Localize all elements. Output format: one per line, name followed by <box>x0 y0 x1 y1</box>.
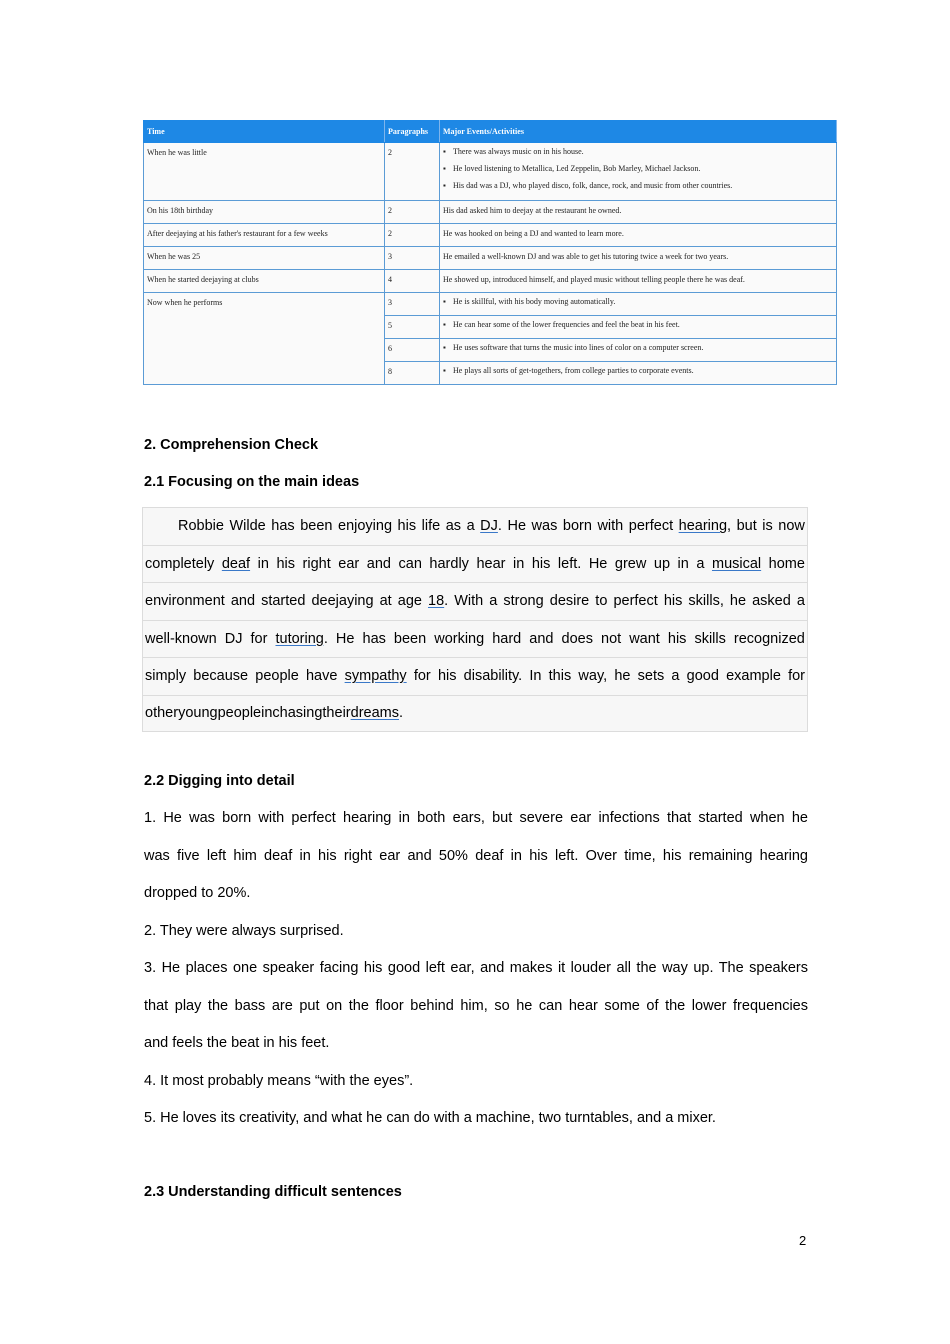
summary-word <box>311 593 373 609</box>
summary-word <box>438 668 457 684</box>
word-text: a <box>696 555 705 572</box>
underlined-answer: hearing <box>678 518 728 535</box>
cell-event: He emailed a well-known DJ and was able to get his tutoring twice a week for two years. <box>440 247 837 270</box>
answer-1-line-2: was five left him deaf in his right ear and 50% deaf in his left. Over time, his remaining hearing <box>144 847 808 864</box>
summary-word <box>629 631 660 647</box>
word-text: has <box>271 518 295 535</box>
cell-events <box>440 293 837 316</box>
answer-word <box>712 556 761 572</box>
summary-word <box>398 593 422 609</box>
answer-4: 4. It most probably means “with the eyes”. <box>144 1072 414 1089</box>
word-text: can <box>398 555 422 572</box>
summary-word <box>613 593 657 609</box>
cell-time: When he was little <box>144 143 385 201</box>
summary-word <box>434 631 484 647</box>
word-text: home <box>768 555 805 572</box>
word-text: a <box>489 593 498 610</box>
word-text: He <box>588 555 608 572</box>
summary-word <box>218 705 262 721</box>
summary-word <box>145 668 186 684</box>
table-row <box>144 201 837 224</box>
summary-word <box>532 518 558 534</box>
table-header-row <box>144 121 837 143</box>
word-text: example <box>726 668 781 685</box>
word-text: deejaying <box>311 593 374 610</box>
summary-word <box>638 668 665 684</box>
section-heading-detail: 2.2 Digging into detail <box>144 773 295 789</box>
summary-word <box>271 518 294 534</box>
summary-word <box>178 705 218 721</box>
underlined-answer: sympathy <box>344 668 407 685</box>
header-time: Time <box>144 121 385 143</box>
cell-time: After deejaying at his father's restaurant for a few weeks <box>144 224 385 247</box>
events-table <box>143 120 837 385</box>
answer-1-line-1: 1. He was born with perfect hearing in both ears, but severe ear infections that started when he <box>144 810 808 826</box>
cell-events <box>440 362 837 385</box>
summary-word <box>476 556 505 572</box>
answer-5: 5. He loves its creativity, and what he can do with a machine, two turntables, and a mixer. <box>144 1110 716 1126</box>
word-text: was <box>531 518 558 535</box>
summary-word <box>193 668 248 684</box>
word-text: in <box>261 705 273 722</box>
summary-word <box>454 593 483 609</box>
word-text: recognized <box>733 630 805 647</box>
summary-word <box>615 556 646 572</box>
summary-word <box>255 668 299 684</box>
summary-word <box>797 593 805 609</box>
word-text: his <box>437 668 457 685</box>
summary-line <box>142 545 808 583</box>
summary-word <box>688 593 723 609</box>
word-text: grew <box>614 555 647 572</box>
word-text: for <box>250 630 268 647</box>
summary-word <box>446 518 461 534</box>
cell-time: Now when he performs <box>144 293 385 385</box>
summary-word <box>276 556 295 572</box>
word-text: his <box>663 593 683 610</box>
summary-word <box>261 705 272 721</box>
word-text: with <box>597 518 624 535</box>
section-heading-comprehension: 2. Comprehension Check <box>144 437 319 453</box>
summary-word <box>398 518 417 534</box>
cell-time: On his 18th birthday <box>144 201 385 224</box>
summary-word <box>145 556 214 572</box>
summary-word <box>300 518 332 534</box>
summary-word <box>231 593 255 609</box>
word-text: up <box>653 555 671 572</box>
summary-word <box>489 593 497 609</box>
word-text: a <box>796 593 805 610</box>
summary-word <box>422 518 441 534</box>
word-text: and <box>529 630 554 647</box>
answer-3-line-1: 3. He places one speaker facing his good left ear, and makes it louder all the way up. The speakers <box>144 960 808 976</box>
cell-events <box>440 316 837 339</box>
word-text: left. <box>557 555 582 572</box>
underlined-answer: tutoring <box>275 630 324 647</box>
word-text: at <box>379 593 392 610</box>
summary-word <box>467 518 475 534</box>
word-text: is <box>762 518 773 535</box>
summary-word <box>178 518 224 534</box>
summary-word <box>601 631 621 647</box>
word-text: other <box>145 705 179 722</box>
word-text: Robbie <box>178 518 224 535</box>
word-text: for <box>788 668 805 685</box>
answer-word <box>679 518 731 534</box>
word-text: for <box>413 668 431 685</box>
word-text: not <box>601 630 622 647</box>
word-text: hard <box>492 630 522 647</box>
summary-word <box>363 631 386 647</box>
cell-paragraph: 3 <box>385 247 440 270</box>
word-text: Wilde <box>229 518 266 535</box>
punctuation: , <box>727 518 732 535</box>
summary-word <box>225 631 243 647</box>
word-text: this <box>548 668 572 685</box>
summary-word <box>694 631 725 647</box>
summary-word <box>668 631 687 647</box>
table-row <box>144 247 837 270</box>
underlined-answer: 18 <box>428 593 445 610</box>
summary-line <box>142 695 808 733</box>
word-text: chasing <box>272 705 323 722</box>
detail-answers <box>144 800 808 1138</box>
word-text: have <box>305 668 338 685</box>
event-bullet: ▪ He plays all sorts of get-togethers, from college parties to corporate events. <box>443 367 833 375</box>
summary-word <box>429 556 469 572</box>
cell-event: He was hooked on being a DJ and wanted to learn more. <box>440 224 837 247</box>
summary-word <box>336 631 355 647</box>
cell-event: His dad asked him to deejay at the restaurant he owned. <box>440 201 837 224</box>
word-text: perfect <box>628 518 674 535</box>
summary-word <box>464 668 523 684</box>
word-text: because <box>193 668 249 685</box>
word-text: well-known <box>145 630 217 647</box>
summary-word <box>578 668 607 684</box>
word-text: to <box>595 593 608 610</box>
summary-word <box>338 556 359 572</box>
word-text: hear <box>476 555 506 572</box>
summary-word <box>145 593 225 609</box>
summary-word <box>614 668 630 684</box>
summary-word <box>529 668 541 684</box>
summary-word <box>734 631 805 647</box>
summary-word <box>492 631 521 647</box>
word-text: life <box>421 518 441 535</box>
answer-word <box>275 631 327 647</box>
word-text: sets <box>637 668 665 685</box>
summary-word <box>394 631 426 647</box>
cell-time: When he was 25 <box>144 247 385 270</box>
cell-paragraph: 2 <box>385 143 440 201</box>
summary-word <box>229 518 265 534</box>
word-text: young <box>178 705 218 722</box>
event-bullet: ▪ He uses software that turns the music into lines of color on a computer screen. <box>443 344 833 352</box>
word-text: working <box>434 630 485 647</box>
summary-word <box>550 593 590 609</box>
word-text: enjoying <box>338 518 393 535</box>
summary-word <box>671 668 679 684</box>
word-text: and <box>366 555 391 572</box>
word-text: does <box>561 630 593 647</box>
cell-paragraph: 8 <box>385 362 440 385</box>
summary-word <box>532 556 551 572</box>
word-text: people <box>255 668 299 685</box>
cell-paragraph: 2 <box>385 224 440 247</box>
answer-3-line-3: and feels the beat in his feet. <box>144 1035 330 1051</box>
summary-word <box>654 556 670 572</box>
word-text: right <box>302 555 331 572</box>
underlined-answer: dreams <box>350 705 399 722</box>
answer-word <box>428 593 448 609</box>
word-text: as <box>445 518 462 535</box>
summary-word <box>303 556 331 572</box>
punctuation: . <box>497 518 502 535</box>
punctuation: . <box>323 630 328 647</box>
word-text: now <box>778 518 805 535</box>
summary-word <box>762 518 772 534</box>
answer-word <box>222 556 250 572</box>
word-text: He <box>507 518 527 535</box>
word-text: started <box>261 593 306 610</box>
cell-events <box>440 143 837 201</box>
word-text: desire <box>549 593 590 610</box>
page-number: 2 <box>799 1233 807 1248</box>
word-text: ear <box>338 555 360 572</box>
header-events: Major Events/Activities <box>440 121 837 143</box>
event-bullet: ▪ He is skillful, with his body moving automatically. <box>443 298 833 306</box>
word-text: his <box>667 630 687 647</box>
event-bullet: ▪ He can hear some of the lower frequencies and feel the beat in his feet. <box>443 321 833 329</box>
cell-paragraph: 4 <box>385 270 440 293</box>
word-text: hardly <box>429 555 469 572</box>
word-text: disability. <box>463 668 523 685</box>
summary-line <box>142 582 808 620</box>
answer-word <box>351 705 403 721</box>
event-bullet: ▪ He loved listening to Metallica, Led Zeppelin, Bob Marley, Michael Jackson. <box>443 165 833 173</box>
event-bullet: ▪ His dad was a DJ, who played disco, folk, dance, rock, and music from other countries. <box>443 182 833 190</box>
summary-word <box>769 556 805 572</box>
cell-paragraph: 6 <box>385 339 440 362</box>
summary-word <box>322 705 350 721</box>
header-paragraphs: Paragraphs <box>385 121 440 143</box>
underlined-answer: musical <box>711 555 762 572</box>
table-row <box>144 224 837 247</box>
summary-word <box>380 593 392 609</box>
word-text: With <box>454 593 484 610</box>
punctuation: . <box>444 593 449 610</box>
summary-word <box>595 593 607 609</box>
word-text: environment <box>145 593 225 610</box>
summary-paragraph <box>142 507 808 732</box>
cell-event: He showed up, introduced himself, and played music without telling people there he was deaf. <box>440 270 837 293</box>
summary-word <box>145 705 178 721</box>
summary-word <box>251 631 268 647</box>
word-text: asked <box>752 593 791 610</box>
word-text: been <box>393 630 427 647</box>
word-text: he <box>729 593 747 610</box>
cell-paragraph: 5 <box>385 316 440 339</box>
section-heading-main-ideas: 2.1 Focusing on the main ideas <box>144 474 360 490</box>
summary-word <box>696 556 704 572</box>
section-heading-difficult: 2.3 Understanding difficult sentences <box>144 1184 402 1200</box>
summary-word <box>788 668 805 684</box>
table-row <box>144 270 837 293</box>
summary-word <box>563 518 592 534</box>
answer-3-line-2: that play the bass are put on the floor behind him, so he can hear some of the lower frequencies <box>144 997 808 1014</box>
word-text: has <box>362 630 386 647</box>
table-row <box>144 293 837 316</box>
cell-events <box>440 339 837 362</box>
word-text: their <box>322 705 351 722</box>
summary-word <box>258 556 269 572</box>
summary-word <box>414 668 431 684</box>
summary-line <box>142 657 808 695</box>
word-text: want <box>629 630 660 647</box>
underlined-answer: deaf <box>221 555 251 572</box>
word-text: perfect <box>613 593 658 610</box>
table-row <box>144 143 837 201</box>
word-text: way, <box>578 668 608 685</box>
summary-line <box>142 620 808 658</box>
summary-word <box>737 518 757 534</box>
summary-word <box>589 556 608 572</box>
word-text: DJ <box>224 630 243 647</box>
cell-paragraph: 2 <box>385 201 440 224</box>
word-text: strong <box>503 593 544 610</box>
summary-word <box>726 668 781 684</box>
summary-word <box>730 593 746 609</box>
cell-paragraph: 3 <box>385 293 440 316</box>
summary-word <box>678 556 689 572</box>
word-text: age <box>397 593 422 610</box>
word-text: a <box>671 668 680 685</box>
summary-word <box>261 593 305 609</box>
summary-word <box>664 593 683 609</box>
word-text: skills <box>694 630 726 647</box>
word-text: good <box>686 668 719 685</box>
summary-word <box>597 518 623 534</box>
word-text: his <box>397 518 417 535</box>
summary-word <box>629 518 673 534</box>
summary-line <box>142 507 808 545</box>
summary-word <box>778 518 805 534</box>
summary-word <box>399 556 422 572</box>
summary-word <box>507 518 526 534</box>
word-text: simply <box>145 668 187 685</box>
summary-word <box>562 631 593 647</box>
word-text: a <box>466 518 475 535</box>
summary-word <box>272 705 322 721</box>
word-text: his <box>276 555 295 572</box>
word-text: In <box>529 668 542 685</box>
summary-word <box>338 518 392 534</box>
answer-word <box>345 668 407 684</box>
word-text: He <box>335 630 355 647</box>
word-text: he <box>614 668 631 685</box>
word-text: in <box>257 555 269 572</box>
summary-word <box>503 593 543 609</box>
word-text: his <box>531 555 551 572</box>
word-text: in <box>677 555 689 572</box>
summary-word <box>367 556 391 572</box>
word-text: been <box>300 518 333 535</box>
summary-word <box>687 668 719 684</box>
summary-word <box>513 556 524 572</box>
summary-word <box>752 593 791 609</box>
summary-word <box>529 631 553 647</box>
answer-word <box>480 518 502 534</box>
word-text: but <box>736 518 757 535</box>
summary-word <box>558 556 581 572</box>
word-text: completely <box>145 555 215 572</box>
word-text: in <box>513 555 525 572</box>
word-text: people <box>217 705 262 722</box>
punctuation: . <box>398 705 404 722</box>
cell-time: When he started deejaying at clubs <box>144 270 385 293</box>
word-text: and <box>230 593 256 610</box>
answer-1-line-3: dropped to 20%. <box>144 885 251 901</box>
underlined-answer: DJ <box>480 518 498 535</box>
word-text: born <box>562 518 592 535</box>
event-bullet: ▪ There was always music on in his house. <box>443 148 833 156</box>
answer-2: 2. They were always surprised. <box>144 922 344 939</box>
summary-word <box>306 668 337 684</box>
summary-word <box>145 631 217 647</box>
word-text: skills, <box>688 593 724 610</box>
summary-word <box>549 668 572 684</box>
